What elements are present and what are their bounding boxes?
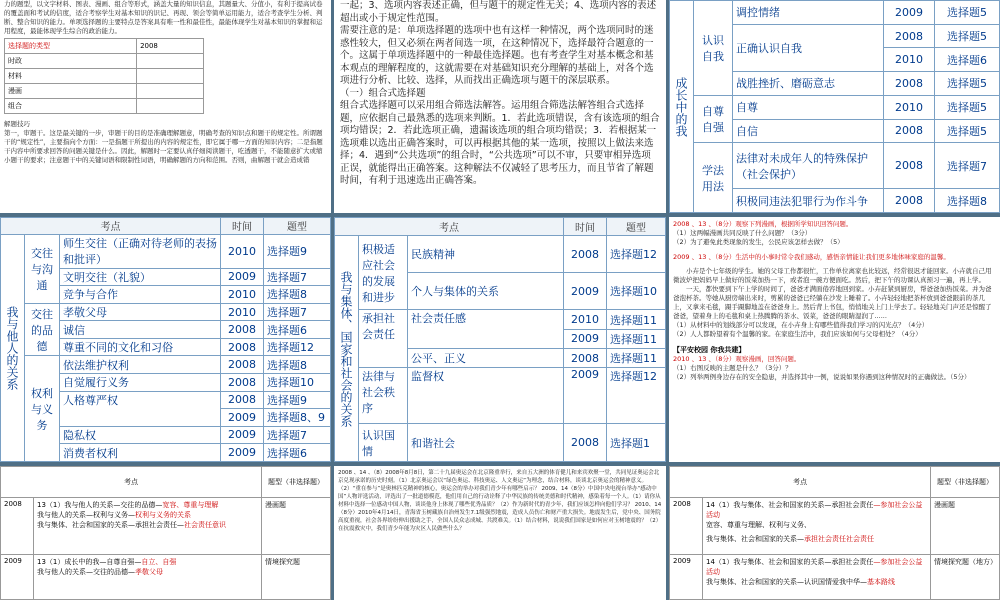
answer-cell: 选择题10 — [607, 273, 666, 310]
answer-cell: 选择题1 — [607, 424, 666, 462]
slide9-table — [669, 466, 1000, 600]
year-cell: 2009 — [221, 409, 264, 427]
type-cell: 漫画题 — [931, 498, 1000, 555]
slide1-intro: 力的题型，以文字材料、图表、漫画、组合等形式，涵盖大量的知识信息，其题量大、分值小，有利于提高试卷的覆盖面和考试的信度，适合考察学生对基本知识的识记、再现、领会等简单运用能力，适合考查学生分析、判断、整合知识的能力。单项选择题的主要特点是答案具有唯一性和最佳性，最能体现学生对基本知识的掌握和运用程度，最能体现学生综合的政治能力。 — [4, 0, 323, 35]
sub-label: 积极适应社会的发展和进步 — [359, 236, 408, 310]
point-highlight: 社会责任意识 — [184, 521, 226, 529]
answer-cell: 选择题10 — [264, 374, 331, 392]
topic-cell: 法律对未成年人的特殊保护（社会保护） — [733, 143, 884, 189]
table-cell — [137, 84, 204, 99]
year-cell: 2010 — [884, 48, 935, 72]
topic-cell: 正确认识自我 — [733, 24, 884, 71]
slide-8[interactable] — [334, 466, 666, 600]
slide3-table — [669, 0, 1000, 213]
type-cell: 漫画题 — [262, 498, 331, 555]
point-highlight: 基本路线 — [867, 578, 895, 586]
year-cell: 2010 — [221, 286, 264, 304]
year-cell: 2009 — [670, 555, 703, 600]
group-label: 我与集体、国家和社会的关系 — [335, 236, 359, 462]
year-cell: 2008 — [221, 374, 264, 392]
answer-cell: 选择题7 — [264, 303, 331, 321]
topic-cell: 消费者权利 — [60, 444, 221, 462]
slide-2[interactable] — [334, 0, 666, 213]
year-cell: 2009 — [884, 1, 935, 25]
header-year: 时间 — [221, 218, 264, 235]
year-cell: 2008 — [884, 119, 935, 143]
slide-1[interactable] — [0, 0, 331, 213]
year-cell: 2009 — [221, 426, 264, 444]
sub-label: 交往与沟通 — [25, 234, 60, 303]
answer-cell: 选择题12 — [607, 236, 666, 273]
year-cell: 2008 — [564, 236, 607, 273]
header-topic: 考点 — [1, 218, 221, 235]
answer-cell: 选择题9 — [264, 391, 331, 409]
topic-cell: 文明交往（礼貌） — [60, 268, 221, 286]
table-cell — [137, 54, 204, 69]
header-type: 题型（非选择题） — [262, 467, 331, 498]
answer-cell: 选择题11 — [607, 310, 666, 329]
slide2-p3: 组合式选择题可以采用组合筛选法解答。运用组合筛选法解答组合式选择题，应依据自己最熟悉的选项来判断。1．若此选项错误，含有该选项的组合项均错误；2．若此选项正确，遗漏该选项的组合项均错误；3．若根据某一选项难以选出正确答案时，可以再根据其他的某一选项，按照以上做法来选择；4．遇到“公共选项”的组合时，“公共选项”可以不审，只要审相异选项正误，就能得出正确答案。这种解法不仅减轻了思考压力，而且节省了解题时间，有利于迅速选出正确答案。 — [340, 100, 660, 186]
topic-cell: 监督权 — [408, 368, 564, 424]
year-cell: 2008 — [670, 498, 703, 555]
point-text: 14（1）我与集体、社会和国家的关系—承担社会责任 — [706, 558, 874, 566]
year-cell: 2008 — [221, 356, 264, 374]
point-highlight: 权利与义务的关系 — [135, 511, 191, 519]
sub-label: 自尊自强 — [694, 95, 733, 142]
year-cell: 2010 — [221, 234, 264, 268]
slide-5[interactable] — [334, 217, 666, 462]
question-2009: 2009 、13 、（8分）生活中的小事时常令我们感动，感悟亲情能让我们更多地体味家庭的温馨。 — [673, 253, 950, 261]
sub-label: 承担社会责任 — [359, 310, 408, 368]
point-text: 我与集体、社会和国家的关系— — [706, 535, 804, 543]
slide1-type-table — [4, 38, 204, 114]
question-2009-a: （1）从材料中的划线部分可以发现，在小卉身上有哪些值得我们学习的闪光点？（4分） — [673, 321, 929, 329]
slide-6[interactable] — [669, 217, 1000, 462]
story-part-2: 一天，都快要到下午上学的时间了，爸爸才满面倦容地回到家。小卉赶紧到厨房，帮爸爸加热饭菜。并为爸爸泡杯茶。等她从厨房端出来时，剪累的爸爸已经躺在沙发上睡着了。小卉轻轻地把茶杯放到爸爸跟前的茶几上，又拿来毛毯，蹑手蹑脚地盖在爸爸身上。然后背上书包，悄悄地关上门上学去了。轻轻地关门声还是惊醒了爸爸，望着身上的毛毯和桌上热腾腾的茶水、饭菜，爸爸的眼睛湿润了...... — [673, 285, 992, 320]
point-highlight: 孝敬父母 — [135, 568, 163, 576]
sub-label: 交往的品德 — [25, 303, 60, 356]
topic-cell: 民族精神 — [408, 236, 564, 273]
point-text: 我与集体、社会和国家的关系—承担社会责任— — [37, 521, 184, 529]
topic-cell: 诚信 — [60, 321, 221, 339]
answer-cell: 选择题7 — [264, 268, 331, 286]
sub-label: 认识国情 — [359, 424, 408, 462]
year-cell: 2008 — [884, 72, 935, 96]
answer-cell: 选择题5 — [935, 72, 1000, 96]
point-text: 14（1）我与集体、社会和国家的关系—承担社会责任 — [706, 501, 874, 509]
answer-cell: 选择题11 — [607, 329, 666, 348]
year-cell: 2008 — [564, 349, 607, 368]
year-cell: 2008 — [221, 391, 264, 409]
topic-cell: 依法维护权利 — [60, 356, 221, 374]
answer-cell: 选择题5 — [935, 1, 1000, 25]
point-text: 我与他人的关系—权利与义务— — [37, 511, 135, 519]
year-cell: 2009 — [221, 268, 264, 286]
topic-cell: 积极同违法犯罪行为作斗争 — [733, 189, 884, 213]
year-cell: 2008 — [884, 189, 935, 213]
table-cell: 组合 — [5, 99, 137, 114]
slide2-heading: （一）组合式选择题 — [340, 87, 426, 99]
table-cell — [137, 99, 204, 114]
topic-cell: 自尊 — [733, 95, 884, 119]
year-cell: 2009 — [1, 555, 34, 600]
slide2-p2: 需要注意的是：单项选择题的选项中也有这样一种情况，两个选项同时的迷惑性较大，但又必须在两者间选一项，在这种情况下，选择最符合题意的一个。这属于单项选择题中的一种最佳选择题。也有考查学生对基本概念和基本观点的理解程度的，这就需要在对基础知识充分理解的基础上，对各个选项进行分析、比较、选择，从而找出正确选项与题干的深层联系。 — [340, 25, 654, 86]
slide8-text: 2008 、14 、（8）2008年8月8日，第二十九届奥运会在北京隆重举行，来自五大洲的体育健儿和来宾欢聚一堂，共同见证奥运会北京兑现承诺的历史时刻。（1）北京奥运会以“绿色奥运、科技奥运、人文奥运”为理念，结合材料，谈谈北京奥运会的精神意义。（2）“重在参与”是奥林匹克精神的核心，奥运会的举办对我们青少年有哪些启示？ 2009、14（8分）中国中央电视台举办“感动中国”人物评选活动，评选出了一批道德模范，他们用自己的行动诠释了中华民族的传统美德和时代精神，感染着每一个人。（1）请你从材料中选择一位感动中国人物，谈谈他身上体现了哪些优秀品质？（2）作为新时代的青少年，我们应该怎样向他们学习？ 2010、14（8分）2010年4月14日，青海省玉树藏族自治州发生7.1级强烈地震，造成人员伤亡和财产重大损失。地震发生后，党中央、国务院高度重视，社会各界纷纷伸出援助之手，全国人民众志成城、共渡难关。（1）结合材料，说说我们国家是如何应对玉树地震的？（2）在抗震救灾中，我们青少年能为灾区人民做些什么？ — [338, 470, 662, 532]
slide1-body: 第一，审题干。这是最关键的一步，审题干的目的是准确理解题意，明确考查的知识点和题干的规定性。所谓题干的“规定性”，主要指向个方面：一是指题干所提出的内容的规定性，即它属于哪一方面的知识内容；二是指题干内容中所要求回答的问题关键是什么。因此，解题时一定要认真仔细阅读题干，吃透题干，不能随意扩大或缩小题干的要求；注意题干中的关键词语和限制性词语，明确解题的方向和范围。否则，曲解题干就会造成错 — [4, 129, 323, 164]
group-label: 成长中的我 — [670, 1, 694, 213]
answer-cell: 选择题11 — [607, 349, 666, 368]
year-cell: 2010 — [221, 303, 264, 321]
topic-cell: 师生交往（正确对待老师的表扬和批评） — [60, 234, 221, 268]
point-text: 13（1）我与他人的关系—交往的品德— — [37, 501, 163, 509]
table-cell: 2008 — [137, 39, 204, 54]
table-cell: 漫画 — [5, 84, 137, 99]
header-type: 题型 — [264, 218, 331, 235]
topic-cell: 尊重不同的文化和习俗 — [60, 338, 221, 356]
header-topic: 考点 — [335, 218, 564, 236]
point-highlight: 宽容、尊重与理解 — [162, 501, 219, 509]
header-type: 题型 — [607, 218, 666, 236]
year-cell: 2008 — [221, 321, 264, 339]
point-highlight: 承担社会责任社会责任 — [804, 535, 874, 543]
answer-cell: 选择题7 — [264, 426, 331, 444]
question-2010-a: （1）右图反映的主题是什么？（3分）？ — [673, 364, 792, 372]
slide-3[interactable] — [669, 0, 1000, 213]
year-cell: 2010 — [884, 95, 935, 119]
topic-cell: 社会责任感 — [408, 310, 564, 349]
point-text: 13（1）成长中的我—自尊自强— — [37, 558, 142, 566]
slide-7[interactable] — [0, 466, 331, 600]
point-highlight: —参加社会公益活动 — [706, 558, 923, 576]
slide4-table — [0, 217, 331, 462]
answer-cell: 选择题8 — [264, 286, 331, 304]
topic-cell: 自觉履行义务 — [60, 374, 221, 392]
year-cell: 2008 — [221, 338, 264, 356]
year-cell: 2008 — [1, 498, 34, 555]
table-cell — [137, 69, 204, 84]
header-year: 时间 — [564, 218, 607, 236]
year-cell: 2008 — [884, 143, 935, 189]
table-cell: 选择题的类型 — [5, 39, 137, 54]
slide5-table — [334, 217, 666, 462]
topic-cell: 和谐社会 — [408, 424, 564, 462]
topic-cell: 隐私权 — [60, 426, 221, 444]
year-cell: 2009 — [564, 273, 607, 310]
year-cell: 2009 — [564, 368, 607, 424]
point-text: 宽容、尊重与理解、权利与义务、 — [706, 521, 811, 529]
answer-cell: 选择题6 — [935, 48, 1000, 72]
slide2-p1: 一起；3、选项内容表述正确，但与题干的规定性无关；4、选项内容的表述超出或小于规定性范围。 — [340, 0, 657, 24]
table-cell: 材料 — [5, 69, 137, 84]
question-2008: 2008 、13 、（8分）观察下列漫画，根据所学知识回答问题。 — [673, 220, 853, 228]
answer-cell: 选择题5 — [935, 24, 1000, 48]
header-type: 题型（非选择题） — [931, 467, 1000, 498]
answer-cell: 选择题5 — [935, 119, 1000, 143]
topic-cell: 孝敬父母 — [60, 303, 221, 321]
topic-cell: 个人与集体的关系 — [408, 273, 564, 310]
question-2010: 2010 、13 、（8分）观察漫画，回答问题。 — [673, 355, 801, 363]
topic-cell: 人格尊严权 — [60, 391, 221, 426]
point-text: 我与他人的关系—交往的品德— — [37, 568, 135, 576]
answer-cell: 选择题7 — [935, 143, 1000, 189]
question-2009-b: （2）人人都盼望着有个温馨的家。在家庭生活中，我们应该如何与父母相处？（4分） — [673, 330, 922, 338]
sub-label: 学法用法 — [694, 143, 733, 213]
story-part-1: 小卉是个七年级的学生。她的父母工作都很忙，工作单位离家也比较远，经常很迟才能回家。小卉就自己用微波炉把妈妈早上做好的饭菜加热一下，或者泡一碗方便面吃。然后，把下午的功课认真预习一遍，再上学。 — [673, 267, 992, 284]
sub-label: 认识自我 — [694, 1, 733, 96]
answer-cell: 选择题8 — [935, 189, 1000, 213]
topic-cell: 自信 — [733, 119, 884, 143]
year-cell: 2009 — [564, 329, 607, 348]
answer-cell: 选择题5 — [935, 95, 1000, 119]
table-cell: 时政 — [5, 54, 137, 69]
year-cell: 2009 — [221, 444, 264, 462]
sub-label: 权利与义务 — [25, 356, 60, 462]
type-cell: 情境探究题（地方） — [931, 555, 1000, 600]
point-text: 我与集体、社会和国家的关系—认识国情爱我中华— — [706, 578, 867, 586]
group-label: 我与他人的关系 — [1, 234, 25, 461]
topic-cell: 战胜挫折、磨砺意志 — [733, 72, 884, 96]
answer-cell: 选择题12 — [264, 338, 331, 356]
point-highlight: 自立、自强 — [141, 558, 177, 566]
safety-heading: 【平安校园 你我共建】 — [673, 346, 746, 354]
answer-cell: 选择题6 — [264, 444, 331, 462]
answer-cell: 选择题8、9 — [264, 409, 331, 427]
slide7-table — [0, 466, 331, 600]
question-2008-b: （2）为了避免此类现象的发生，公民应该怎样去做？（5） — [673, 238, 844, 246]
header-point: 考点 — [670, 467, 931, 498]
point-highlight: —参加社会公益活动 — [706, 501, 923, 519]
answer-cell: 选择题8 — [264, 356, 331, 374]
slide-9[interactable] — [669, 466, 1000, 600]
slide-4[interactable] — [0, 217, 331, 462]
answer-cell: 选择题12 — [607, 368, 666, 424]
question-2008-a: （1）这两幅漫画共同反映了什么问题？（3分） — [673, 229, 812, 237]
answer-cell: 选择题6 — [264, 321, 331, 339]
sub-label: 法律与社会秩序 — [359, 368, 408, 424]
slide1-heading: 解题技巧 — [4, 120, 30, 128]
year-cell: 2008 — [564, 424, 607, 462]
type-cell: 情境探究题 — [262, 555, 331, 600]
header-point: 考点 — [1, 467, 262, 498]
answer-cell: 选择题9 — [264, 234, 331, 268]
topic-cell: 公平、正义 — [408, 349, 564, 368]
question-2010-b: （2）列举两例身边存在的安全隐患，并选择其中一例，说说如果你遇到这种情况时的正确做法。（5分） — [673, 373, 971, 381]
year-cell: 2008 — [884, 24, 935, 48]
topic-cell: 竞争与合作 — [60, 286, 221, 304]
year-cell: 2010 — [564, 310, 607, 329]
topic-cell: 调控情绪 — [733, 1, 884, 25]
